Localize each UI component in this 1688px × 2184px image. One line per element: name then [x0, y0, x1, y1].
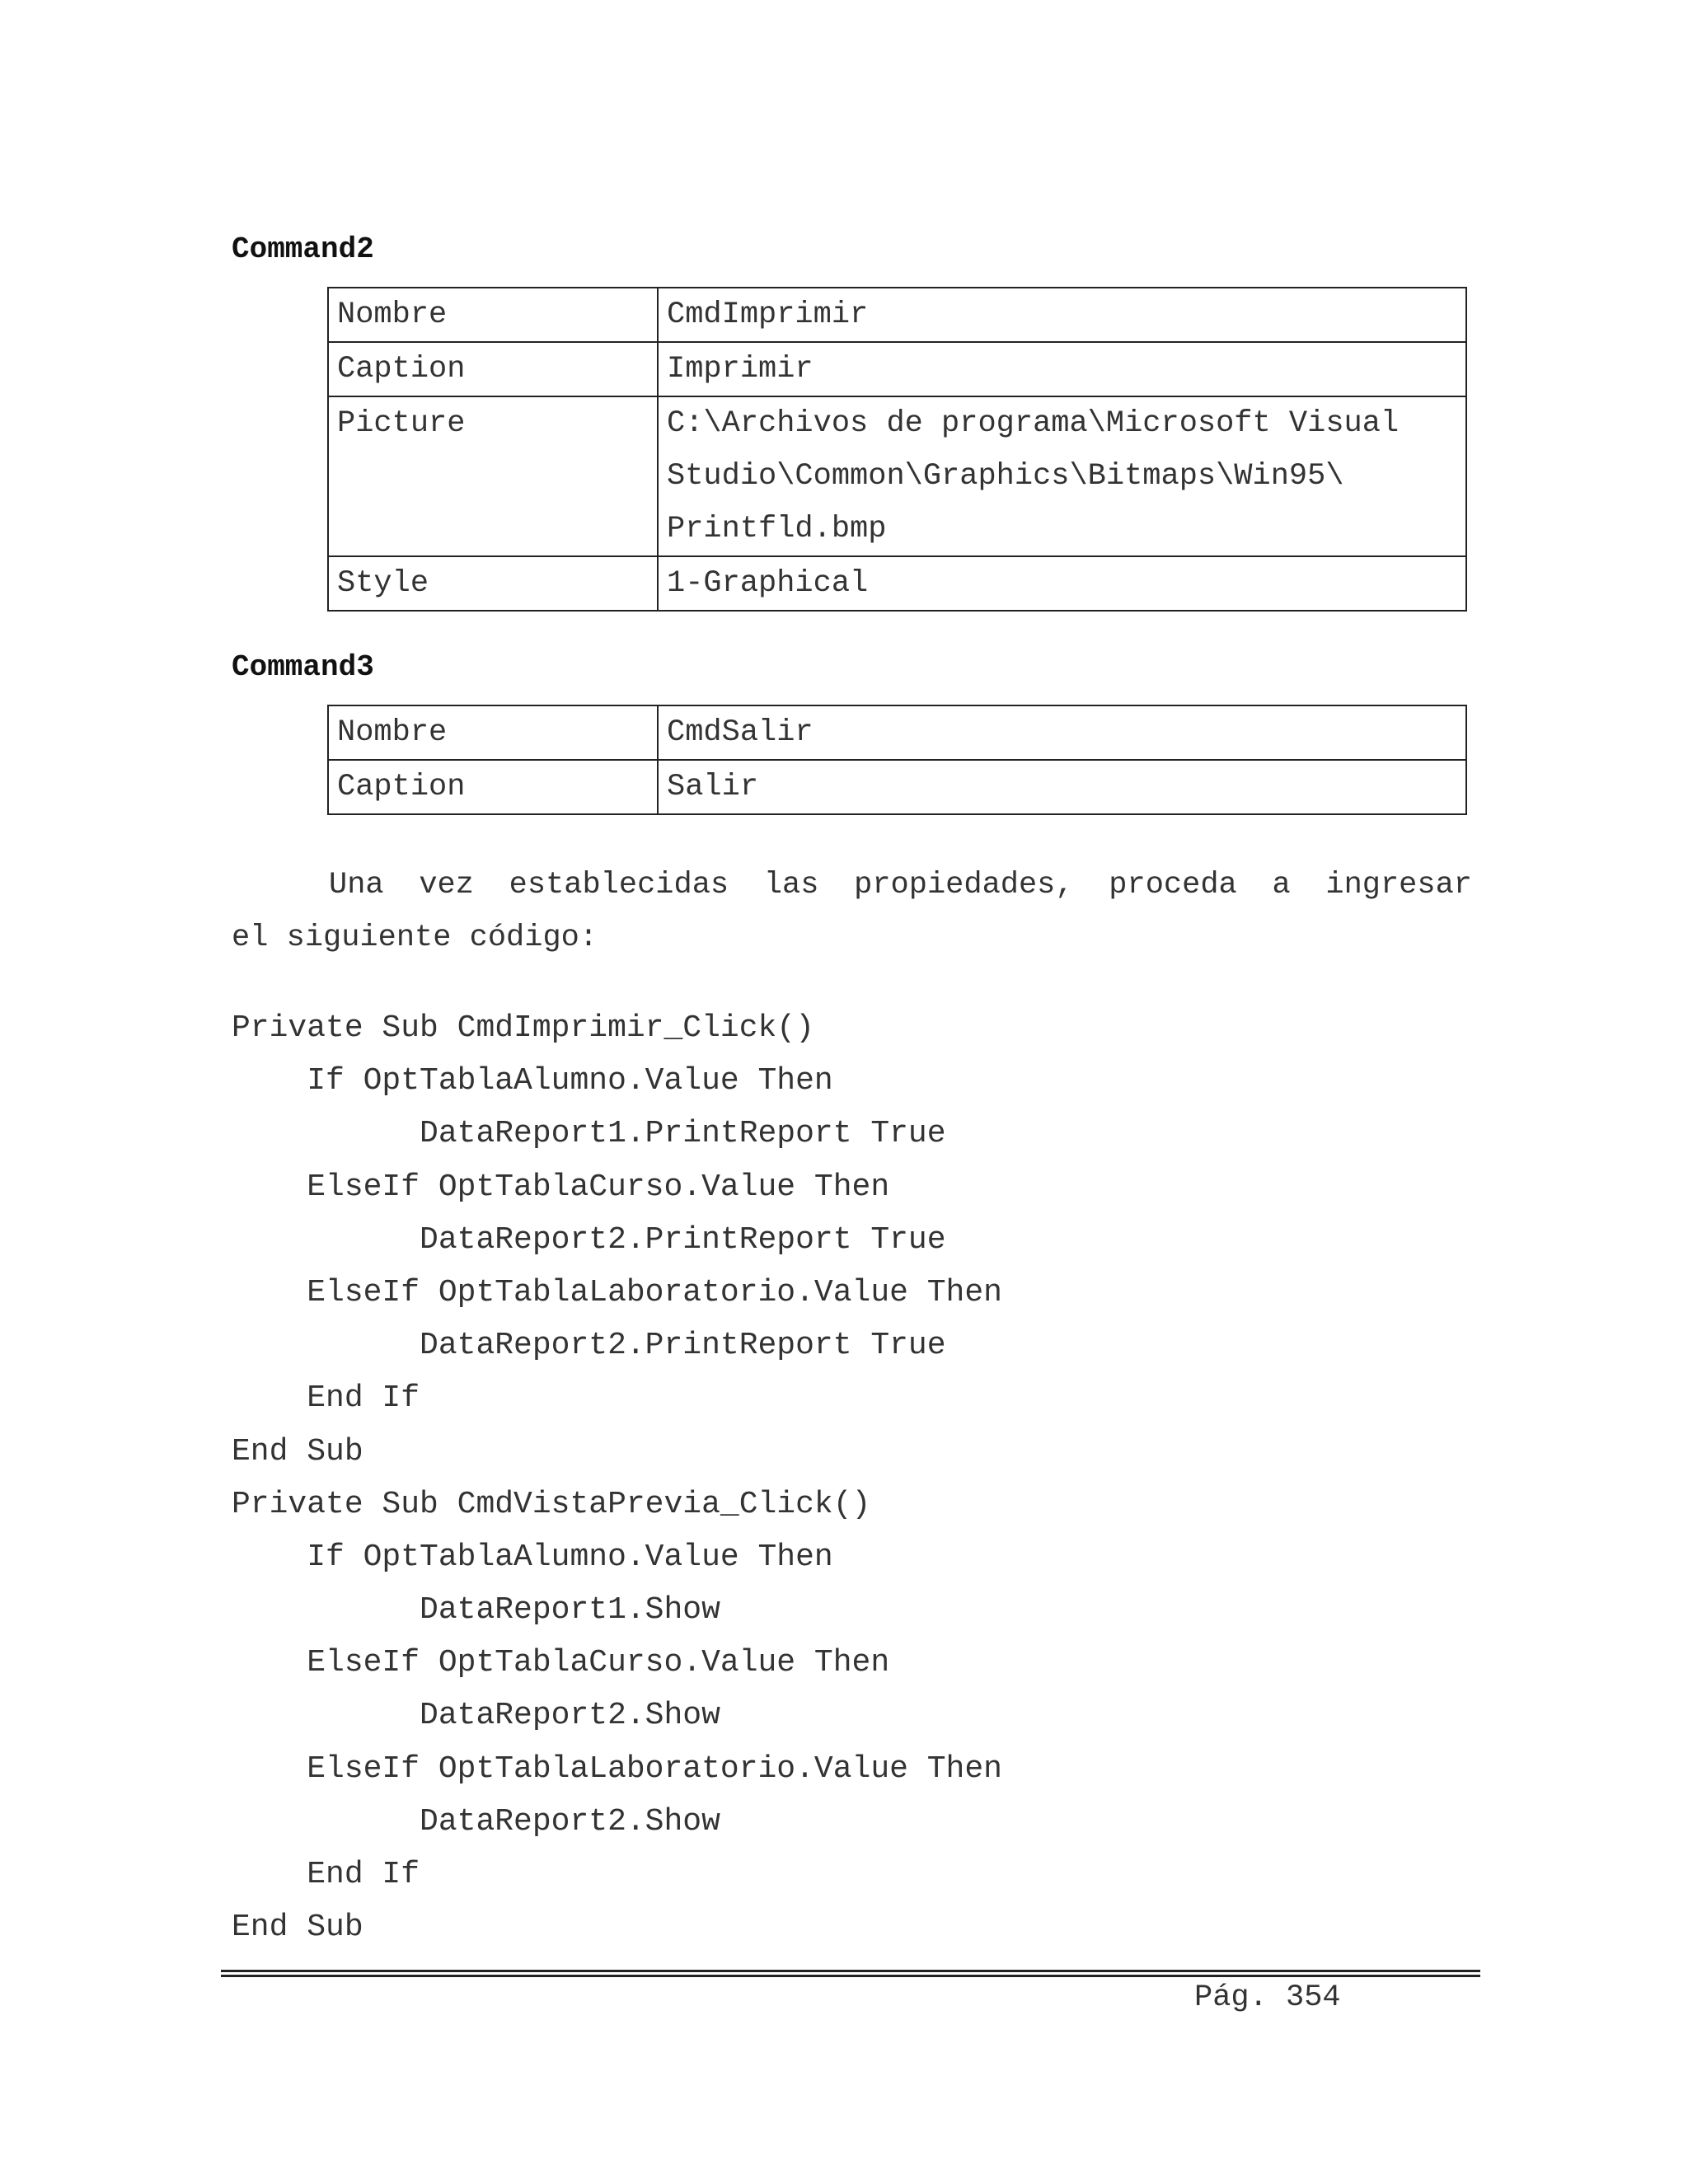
paragraph-line-1 — [232, 859, 1472, 912]
property-name: Nombre — [328, 288, 658, 342]
body-paragraph — [232, 859, 1472, 964]
table-row — [328, 760, 1466, 814]
property-value-multiline — [658, 396, 1466, 556]
code-line: ElseIf OptTablaLaboratorio.Value Then — [232, 1750, 1002, 1787]
code-line: If OptTablaAlumno.Value Then — [232, 1063, 833, 1099]
code-line: ElseIf OptTablaCurso.Value Then — [232, 1645, 890, 1681]
code-line: End If — [232, 1857, 420, 1892]
code-line: DataReport1.Show — [232, 1592, 720, 1629]
code-line: Private Sub CmdImprimir_Click() — [232, 1010, 814, 1046]
code-line: DataReport2.PrintReport True — [232, 1221, 946, 1258]
table-row — [328, 556, 1466, 611]
paragraph-word: ingresar — [1325, 868, 1472, 902]
property-name: Caption — [328, 760, 658, 814]
table-row — [328, 396, 1466, 556]
property-value: CmdImprimir — [658, 288, 1466, 342]
paragraph-word: propiedades, — [854, 868, 1074, 902]
property-name: Caption — [328, 342, 658, 396]
code-line: End Sub — [232, 1910, 363, 1946]
paragraph-word: proceda — [1109, 868, 1237, 902]
picture-path-line: C:\Archivos de programa\Microsoft Visual — [667, 406, 1400, 441]
code-line: ElseIf OptTablaCurso.Value Then — [232, 1169, 890, 1205]
paragraph-word: las — [763, 868, 819, 902]
code-line: ElseIf OptTablaLaboratorio.Value Then — [232, 1274, 1002, 1310]
footer-rule-bottom — [221, 1975, 1480, 1977]
table-row — [328, 705, 1466, 760]
picture-path-line: Printfld.bmp — [667, 512, 887, 546]
code-line: DataReport1.PrintReport True — [232, 1116, 946, 1152]
code-line: End If — [232, 1380, 420, 1417]
table-row — [328, 342, 1466, 396]
command3-heading: Command3 — [232, 650, 374, 684]
footer-rule-top — [221, 1970, 1480, 1972]
property-name: Nombre — [328, 705, 658, 760]
property-value: Imprimir — [658, 342, 1466, 396]
property-value: 1-Graphical — [658, 556, 1466, 611]
command3-properties-table — [327, 705, 1467, 815]
code-line: Private Sub CmdVistaPrevia_Click() — [232, 1486, 871, 1522]
code-line: DataReport2.Show — [232, 1803, 720, 1840]
command2-properties-table — [327, 287, 1467, 612]
paragraph-word: vez — [419, 868, 474, 902]
picture-path-line: Studio\Common\Graphics\Bitmaps\Win95\ — [667, 459, 1344, 494]
paragraph-line-2: el siguiente código: — [232, 921, 598, 955]
paragraph-word: establecidas — [509, 868, 729, 902]
code-line: DataReport2.Show — [232, 1698, 720, 1734]
property-value: CmdSalir — [658, 705, 1466, 760]
code-listing — [232, 1002, 1002, 1954]
property-name: Picture — [328, 396, 658, 556]
paragraph-word: a — [1272, 868, 1291, 902]
code-line: If OptTablaAlumno.Value Then — [232, 1539, 833, 1575]
table-row — [328, 288, 1466, 342]
property-value: Salir — [658, 760, 1466, 814]
paragraph-word: Una — [329, 868, 384, 902]
property-name: Style — [328, 556, 658, 611]
code-line: End Sub — [232, 1433, 363, 1469]
page-number: Pág. 354 — [1194, 1980, 1341, 2015]
code-line: DataReport2.PrintReport True — [232, 1328, 946, 1364]
command2-heading: Command2 — [232, 232, 374, 266]
